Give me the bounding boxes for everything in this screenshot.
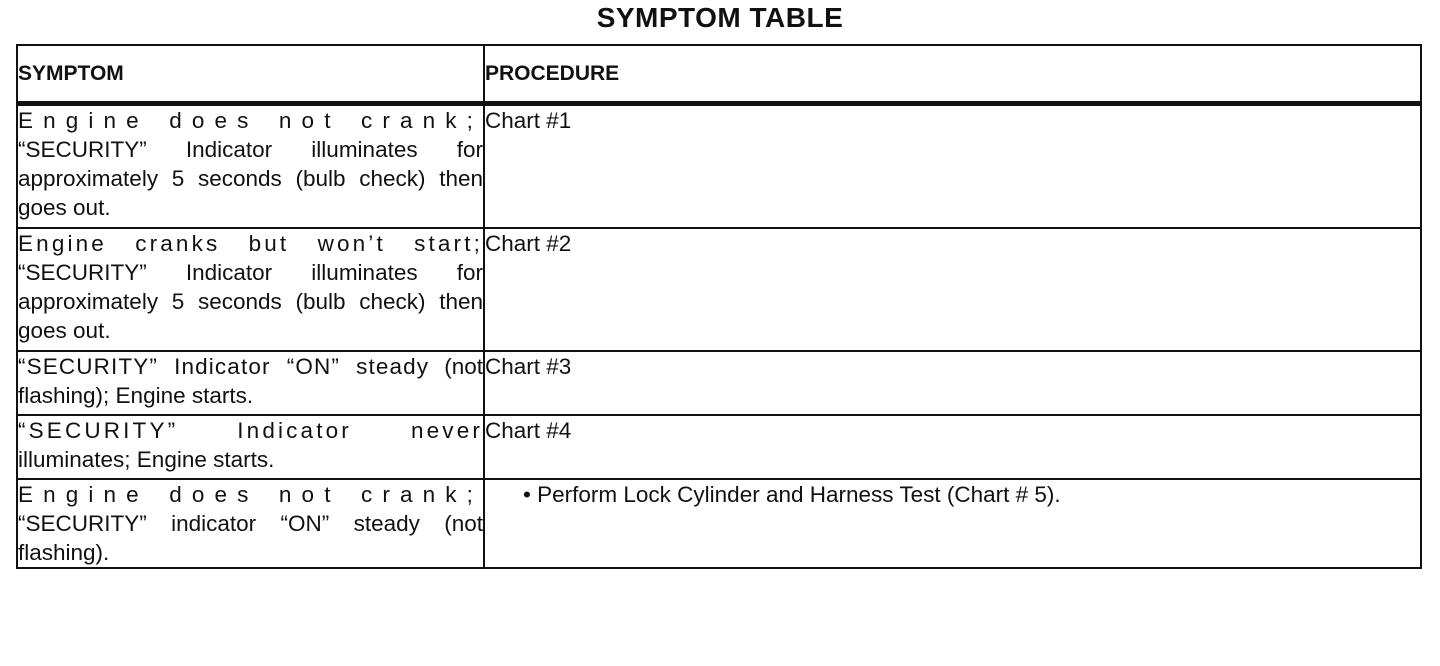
- column-header-procedure: PROCEDURE: [484, 45, 1421, 104]
- symptom-cell: [17, 479, 484, 568]
- symptom-cell: [17, 415, 484, 479]
- procedure-cell: Chart #3: [484, 351, 1421, 415]
- table-row: [17, 228, 1421, 351]
- symptom-lead-text: “SECURITY” Indicator never: [18, 418, 483, 443]
- symptom-text: illuminates; Engine starts.: [18, 447, 275, 472]
- symptom-cell: [17, 104, 484, 229]
- table-row: [17, 479, 1421, 568]
- symptom-lead-text: Engine does not crank;: [18, 482, 483, 507]
- page-title: SYMPTOM TABLE: [596, 2, 844, 33]
- symptom-text: (not flashing); Engine starts.: [18, 354, 483, 408]
- symptom-table: [16, 44, 1422, 569]
- table-row: [17, 351, 1421, 415]
- table-row: [17, 415, 1421, 479]
- symptom-text: “SECURITY” Indicator illuminates for approximately 5 seconds (bulb check) then goes out.: [18, 137, 483, 220]
- table-header-row: [17, 45, 1421, 104]
- column-header-symptom: SYMPTOM: [17, 45, 484, 104]
- symptom-cell: [17, 351, 484, 415]
- procedure-cell: Chart #2: [484, 228, 1421, 351]
- procedure-cell: Chart #1: [484, 104, 1421, 229]
- procedure-cell: Chart #4: [484, 415, 1421, 479]
- symptom-lead-text: Engine cranks but won’t start;: [18, 231, 483, 256]
- symptom-lead-text: Engine does not crank;: [18, 108, 483, 133]
- symptom-cell: [17, 228, 484, 351]
- procedure-cell: • Perform Lock Cylinder and Harness Test (Chart # 5).: [484, 479, 1421, 568]
- symptom-text: “SECURITY” indicator “ON” steady (not flashing).: [18, 511, 483, 565]
- symptom-text: “SECURITY” Indicator illuminates for approximately 5 seconds (bulb check) then goes out.: [18, 260, 483, 343]
- symptom-lead-text: “SECURITY” Indicator “ON” steady: [18, 354, 430, 379]
- table-row: [17, 104, 1421, 229]
